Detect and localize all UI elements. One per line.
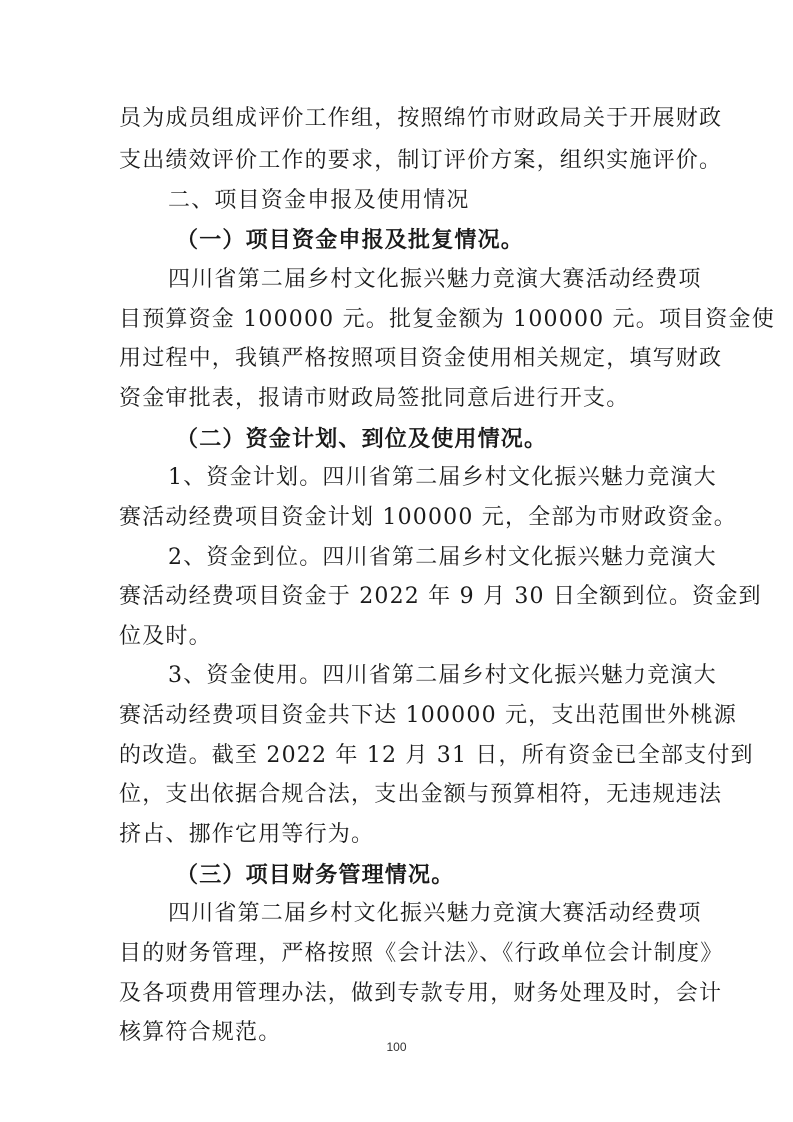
body-text-line: 3、资金使用。四川省第二届乡村文化振兴魅力竞演大: [168, 663, 717, 688]
body-text-line: 及各项费用管理办法，做到专款专用，财务处理及时，会计: [119, 981, 723, 1006]
body-text-line: 员为成员组成评价工作组，按照绵竹市财政局关于开展财政: [119, 106, 723, 131]
subsection-heading: （一）项目资金申报及批复情况。: [176, 227, 525, 253]
body-text-line: 四川省第二届乡村文化振兴魅力竞演大赛活动经费项: [168, 267, 702, 292]
body-text-line: 位，支出依据合规合法，支出金额与预算相符，无违规违法: [119, 782, 723, 807]
body-text-line: 的改造。截至 2022 年 12 月 31 日，所有资金已全部支付到: [119, 743, 754, 768]
body-text-line: 用过程中，我镇严格按照项目资金使用相关规定，填写财政: [119, 346, 723, 371]
body-text-line: 核算符合规范。: [119, 1020, 282, 1045]
body-text-line: 目预算资金 100000 元。批复金额为 100000 元。项目资金使: [119, 307, 775, 332]
subsection-heading: （二）资金计划、到位及使用情况。: [176, 426, 548, 452]
subsection-heading: （三）项目财务管理情况。: [176, 862, 455, 888]
page-number: 100: [386, 1040, 407, 1054]
body-text-line: 四川省第二届乡村文化振兴魅力竞演大赛活动经费项: [168, 901, 702, 926]
body-text-line: 挤占、挪作它用等行为。: [119, 822, 375, 847]
body-text-line: 赛活动经费项目资金于 2022 年 9 月 30 日全额到位。资金到: [119, 584, 762, 609]
body-text-line: 赛活动经费项目资金共下达 100000 元，支出范围世外桃源: [119, 703, 737, 728]
section-heading: 二、项目资金申报及使用情况: [168, 188, 470, 213]
body-text-line: 目的财务管理，严格按照《会计法》、《行政单位会计制度》: [119, 941, 724, 966]
body-text-line: 资金审批表，报请市财政局签批同意后进行开支。: [119, 386, 630, 411]
body-text-line: 1、资金计划。四川省第二届乡村文化振兴魅力竞演大: [168, 465, 717, 490]
body-text-line: 支出绩效评价工作的要求，制订评价方案，组织实施评价。: [119, 148, 723, 173]
body-text-line: 2、资金到位。四川省第二届乡村文化振兴魅力竞演大: [168, 545, 717, 570]
body-text-line: 位及时。: [119, 624, 212, 649]
body-text-line: 赛活动经费项目资金计划 100000 元，全部为市财政资金。: [119, 505, 737, 530]
